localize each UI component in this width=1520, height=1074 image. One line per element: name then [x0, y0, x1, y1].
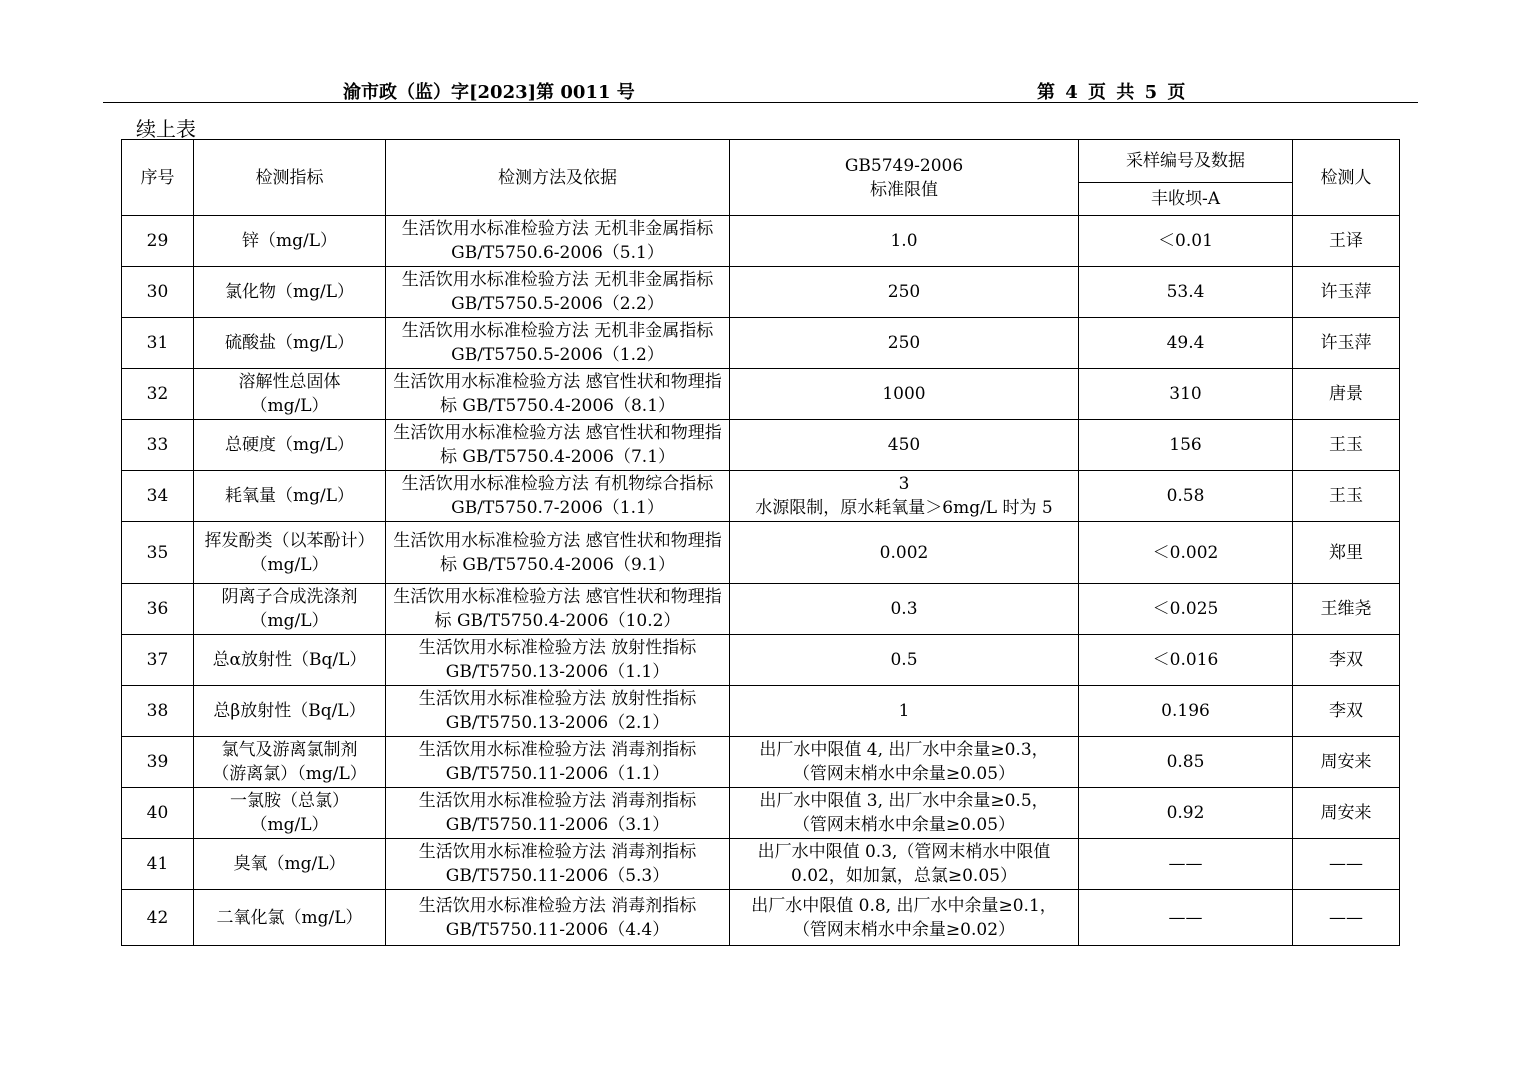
method-cell — [386, 737, 730, 788]
limit-cell — [730, 471, 1079, 522]
table-row — [122, 420, 1400, 471]
table-row — [122, 369, 1400, 420]
value-cell: 0.92 — [1079, 788, 1293, 839]
method-cell-line: GB/T5750.6-2006（5.1） — [451, 243, 664, 263]
indicator-cell — [194, 369, 386, 420]
indicator-cell — [194, 216, 386, 267]
seq-cell: 40 — [122, 788, 194, 839]
indicator-cell — [194, 839, 386, 890]
limit-cell — [730, 635, 1079, 686]
inspector-cell: 李双 — [1293, 686, 1400, 737]
limit-cell-line: 水源限制，原水耗氧量＞6mg/L 时为 5 — [755, 498, 1053, 518]
inspector-cell: 周安来 — [1293, 737, 1400, 788]
method-cell-line: 生活饮用水标准检验方法 感官性状和物理指 — [393, 587, 722, 607]
inspector-cell: —— — [1293, 890, 1400, 946]
method-cell-line: 生活饮用水标准检验方法 无机非金属指标 — [401, 270, 714, 290]
seq-cell: 29 — [122, 216, 194, 267]
indicator-cell — [194, 788, 386, 839]
value-cell: 0.196 — [1079, 686, 1293, 737]
col-header-seq: 序号 — [122, 140, 194, 216]
inspector-cell: —— — [1293, 839, 1400, 890]
page-info: 第 4 页 共 5 页 — [1037, 82, 1188, 103]
indicator-cell-line: （mg/L） — [250, 815, 329, 835]
method-cell-line: 生活饮用水标准检验方法 感官性状和物理指 — [393, 372, 722, 392]
method-cell — [386, 584, 730, 635]
inspector-cell: 王维尧 — [1293, 584, 1400, 635]
table-row — [122, 635, 1400, 686]
seq-cell: 39 — [122, 737, 194, 788]
limit-cell-line: （管网末梢水中余量≥0.05） — [792, 764, 1016, 784]
method-cell-line: 生活饮用水标准检验方法 感官性状和物理指 — [393, 423, 722, 443]
limit-cell-line: 450 — [887, 435, 921, 455]
value-cell: 0.58 — [1079, 471, 1293, 522]
indicator-cell — [194, 737, 386, 788]
method-cell — [386, 420, 730, 471]
method-cell — [386, 216, 730, 267]
limit-cell-line: 250 — [887, 282, 921, 302]
inspector-cell: 王玉 — [1293, 420, 1400, 471]
value-cell: —— — [1079, 839, 1293, 890]
inspector-cell: 李双 — [1293, 635, 1400, 686]
col-header-inspector: 检测人 — [1293, 140, 1400, 216]
limit-cell-line: 0.3 — [890, 599, 918, 619]
method-cell-line: 生活饮用水标准检验方法 放射性指标 — [418, 638, 697, 658]
value-cell: ＜0.002 — [1079, 522, 1293, 584]
value-cell: 49.4 — [1079, 318, 1293, 369]
table-row — [122, 318, 1400, 369]
value-cell: ＜0.025 — [1079, 584, 1293, 635]
method-cell-line: GB/T5750.11-2006（1.1） — [445, 764, 670, 784]
indicator-cell — [194, 420, 386, 471]
table-row — [122, 788, 1400, 839]
seq-cell: 41 — [122, 839, 194, 890]
value-cell: —— — [1079, 890, 1293, 946]
method-cell — [386, 890, 730, 946]
indicator-cell-line: 总硬度（mg/L） — [224, 435, 355, 455]
limit-cell — [730, 318, 1079, 369]
value-cell: 0.85 — [1079, 737, 1293, 788]
col-header-standard — [730, 140, 1079, 216]
seq-cell: 33 — [122, 420, 194, 471]
col-header-sample-id: 丰收坝-A — [1079, 183, 1293, 216]
method-cell-line: 生活饮用水标准检验方法 消毒剂指标 — [418, 895, 697, 916]
inspector-cell: 王译 — [1293, 216, 1400, 267]
col-header-standard-line2: 标准限值 — [870, 179, 938, 200]
value-cell: 156 — [1079, 420, 1293, 471]
method-cell-line: 标 GB/T5750.4-2006（9.1） — [439, 554, 676, 575]
limit-cell-line: 出厂水中限值 4, 出厂水中余量≥0.3， — [759, 740, 1049, 760]
inspector-cell: 王玉 — [1293, 471, 1400, 522]
value-cell: 53.4 — [1079, 267, 1293, 318]
results-table-body — [122, 140, 1400, 946]
table-row — [122, 890, 1400, 946]
seq-cell: 32 — [122, 369, 194, 420]
limit-cell-line: 出厂水中限值 3, 出厂水中余量≥0.5， — [759, 791, 1049, 811]
seq-cell: 35 — [122, 522, 194, 584]
limit-cell-line: 出厂水中限值 0.3,（管网末梢水中限值 — [757, 842, 1051, 862]
method-cell-line: GB/T5750.5-2006（2.2） — [451, 294, 664, 314]
results-table — [121, 139, 1400, 946]
page-header — [103, 78, 1418, 103]
method-cell-line: GB/T5750.7-2006（1.1） — [451, 498, 664, 518]
method-cell-line: 生活饮用水标准检验方法 无机非金属指标 — [401, 321, 714, 341]
indicator-cell — [194, 584, 386, 635]
seq-cell: 38 — [122, 686, 194, 737]
table-row — [122, 522, 1400, 584]
indicator-cell-line: 硫酸盐（mg/L） — [224, 333, 355, 353]
indicator-cell-line: 氯气及游离氯制剂 — [221, 740, 358, 760]
value-cell: ＜0.016 — [1079, 635, 1293, 686]
inspector-cell: 唐景 — [1293, 369, 1400, 420]
inspector-cell: 许玉萍 — [1293, 318, 1400, 369]
indicator-cell-line: （游离氯）（mg/L） — [212, 764, 367, 784]
limit-cell — [730, 686, 1079, 737]
limit-cell-line: 1 — [898, 701, 910, 721]
indicator-cell-line: 臭氧（mg/L） — [233, 854, 346, 874]
method-cell — [386, 267, 730, 318]
col-header-standard-line1: GB5749-2006 — [844, 155, 964, 176]
method-cell — [386, 369, 730, 420]
method-cell — [386, 471, 730, 522]
method-cell-line: GB/T5750.11-2006（4.4） — [445, 919, 670, 940]
method-cell — [386, 635, 730, 686]
table-row — [122, 471, 1400, 522]
limit-cell — [730, 216, 1079, 267]
method-cell-line: 生活饮用水标准检验方法 有机物综合指标 — [401, 474, 714, 494]
col-header-sample-group: 采样编号及数据 — [1079, 140, 1293, 183]
method-cell-line: 生活饮用水标准检验方法 感官性状和物理指 — [393, 530, 722, 551]
indicator-cell-line: 锌（mg/L） — [241, 231, 338, 251]
limit-cell — [730, 788, 1079, 839]
indicator-cell-line: 挥发酚类（以苯酚计） — [204, 530, 375, 551]
method-cell-line: 生活饮用水标准检验方法 放射性指标 — [418, 689, 697, 709]
method-cell-line: GB/T5750.13-2006（1.1） — [445, 662, 670, 682]
value-cell: 310 — [1079, 369, 1293, 420]
inspector-cell: 许玉萍 — [1293, 267, 1400, 318]
limit-cell — [730, 839, 1079, 890]
method-cell-line: 生活饮用水标准检验方法 消毒剂指标 — [418, 842, 697, 862]
limit-cell — [730, 737, 1079, 788]
method-cell — [386, 788, 730, 839]
method-cell-line: 生活饮用水标准检验方法 消毒剂指标 — [418, 740, 697, 760]
method-cell-line: 标 GB/T5750.4-2006（7.1） — [439, 447, 676, 467]
indicator-cell — [194, 686, 386, 737]
indicator-cell-line: 总β放射性（Bq/L） — [213, 701, 366, 721]
seq-cell: 37 — [122, 635, 194, 686]
table-row — [122, 267, 1400, 318]
seq-cell: 31 — [122, 318, 194, 369]
limit-cell-line: 1000 — [882, 384, 926, 404]
indicator-cell-line: 总α放射性（Bq/L） — [212, 650, 367, 670]
method-cell — [386, 839, 730, 890]
indicator-cell — [194, 267, 386, 318]
indicator-cell-line: 二氧化氯（mg/L） — [216, 907, 363, 928]
limit-cell-line: （管网末梢水中余量≥0.02） — [792, 919, 1016, 940]
method-cell — [386, 522, 730, 584]
indicator-cell — [194, 522, 386, 584]
header-row — [122, 140, 1400, 183]
limit-cell — [730, 267, 1079, 318]
method-cell — [386, 686, 730, 737]
limit-cell-line: 出厂水中限值 0.8, 出厂水中余量≥0.1， — [751, 895, 1057, 916]
limit-cell-line: 0.002 — [879, 542, 929, 563]
limit-cell-line: 0.02，如加氯，总氯≥0.05） — [791, 866, 1017, 886]
limit-cell — [730, 584, 1079, 635]
limit-cell-line: 250 — [887, 333, 921, 353]
method-cell-line: GB/T5750.13-2006（2.1） — [445, 713, 670, 733]
limit-cell-line: 1.0 — [890, 231, 918, 251]
method-cell — [386, 318, 730, 369]
indicator-cell — [194, 318, 386, 369]
table-row — [122, 839, 1400, 890]
inspector-cell: 郑里 — [1293, 522, 1400, 584]
limit-cell — [730, 522, 1079, 584]
seq-cell: 42 — [122, 890, 194, 946]
method-cell-line: GB/T5750.11-2006（3.1） — [445, 815, 670, 835]
seq-cell: 34 — [122, 471, 194, 522]
table-row — [122, 584, 1400, 635]
continued-label: 续上表 — [136, 117, 196, 141]
seq-cell: 36 — [122, 584, 194, 635]
indicator-cell — [194, 635, 386, 686]
limit-cell — [730, 420, 1079, 471]
method-cell-line: 生活饮用水标准检验方法 无机非金属指标 — [401, 219, 714, 239]
limit-cell-line: 0.5 — [890, 650, 918, 670]
document-number: 渝市政（监）字[2023]第 0011 号 — [343, 82, 635, 103]
seq-cell: 30 — [122, 267, 194, 318]
indicator-cell-line: 耗氧量（mg/L） — [224, 486, 355, 506]
table-row — [122, 686, 1400, 737]
method-cell-line: 生活饮用水标准检验方法 消毒剂指标 — [418, 791, 697, 811]
indicator-cell-line: 氯化物（mg/L） — [224, 282, 355, 302]
indicator-cell-line: （mg/L） — [250, 396, 329, 416]
value-cell: ＜0.01 — [1079, 216, 1293, 267]
method-cell-line: GB/T5750.5-2006（1.2） — [451, 345, 664, 365]
table-row — [122, 737, 1400, 788]
indicator-cell-line: （mg/L） — [250, 554, 329, 575]
indicator-cell — [194, 471, 386, 522]
indicator-cell-line: 阴离子合成洗涤剂 — [221, 587, 358, 607]
limit-cell — [730, 890, 1079, 946]
method-cell-line: GB/T5750.11-2006（5.3） — [445, 866, 670, 886]
indicator-cell-line: 溶解性总固体 — [238, 372, 341, 392]
indicator-cell-line: 一氯胺（总氯） — [230, 791, 349, 811]
indicator-cell-line: （mg/L） — [250, 611, 329, 631]
limit-cell-line: （管网末梢水中余量≥0.05） — [792, 815, 1016, 835]
col-header-method: 检测方法及依据 — [386, 140, 730, 216]
method-cell-line: 标 GB/T5750.4-2006（10.2） — [434, 611, 681, 631]
method-cell-line: 标 GB/T5750.4-2006（8.1） — [439, 396, 676, 416]
col-header-indicator: 检测指标 — [194, 140, 386, 216]
limit-cell — [730, 369, 1079, 420]
indicator-cell — [194, 890, 386, 946]
inspector-cell: 周安来 — [1293, 788, 1400, 839]
table-row — [122, 216, 1400, 267]
limit-cell-line: 3 — [898, 474, 910, 494]
